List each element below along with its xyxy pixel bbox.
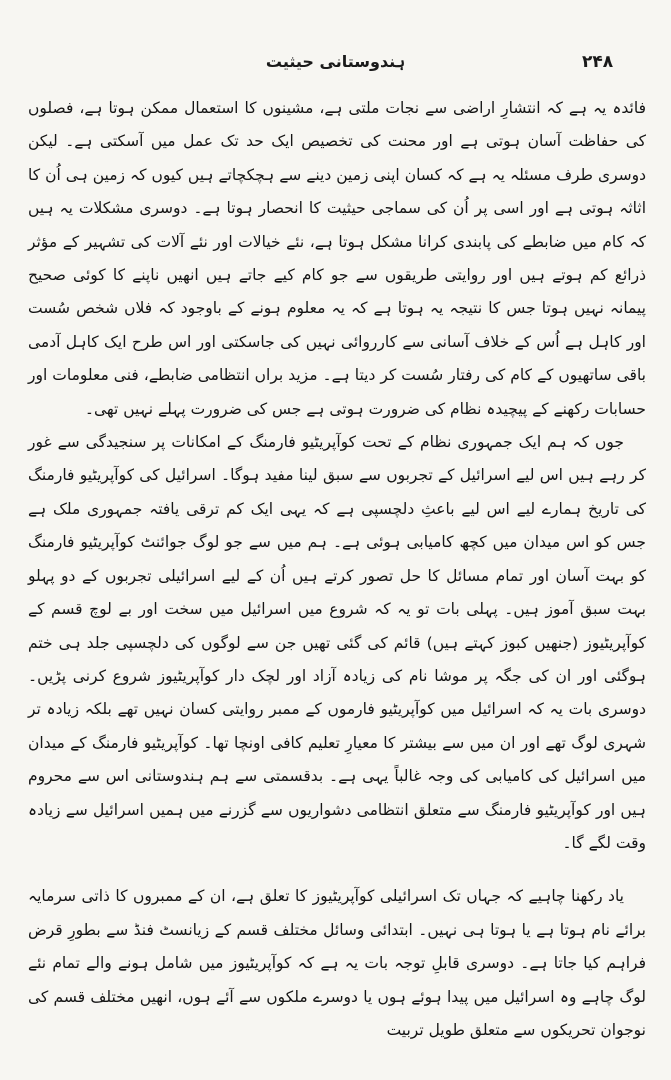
paragraph-3: یاد رکھنا چاہیے کہ جہاں تک اسرائیلی کوآپریٹیوز کا تعلق ہے، ان کے ممبروں کا ذاتی سرمایہ برائے نام ہوتا ہے یا ہوتا ہی نہیں۔ ابتدائی وسائل مختلف قسم کے زیانسٹ فنڈ سے بطورِ قرض فراہم کیا جاتا ہے۔ دوسری قابلِ توجہ بات یہ ہے کہ کوآپریٹیوز میں شامل ہونے والے تمام نئے لوگ چاہے وہ اسرائیل میں پیدا ہوئے ہوں یا دوسرے ملکوں سے آئے ہوں، انھیں مختلف قسم کی نوجوان تحریکوں سے متعلق طویل تربیت (28, 887, 646, 1039)
paragraph-1: فائدہ یہ ہے کہ انتشارِ اراضی سے نجات ملتی ہے، مشینوں کا استعمال ممکن ہوتا ہے، فصلوں کی حفاظت آسان ہوتی ہے اور محنت کی تخصیص ایک حد تک عمل میں آسکتی ہے۔ لیکن دوسری طرف مسئلہ یہ ہے کہ کسان اپنی زمین دینے سے ہچکچاتے ہیں کیوں کہ زمین ہی اُن کا اثاثہ ہوتی ہے اور اسی پر اُن کی سماجی حیثیت کا انحصار ہوتا ہے۔ دوسری مشکلات یہ ہیں کہ کام میں ضابطے کی پابندی کرانا مشکل ہوتا ہے، نئے خیالات اور نئے آلات کی تشہیر کے مؤثر ذرائع کم ہوتے ہیں اور روایتی طریقوں سے جو کام کیے جاتے ہیں انھیں ناپنے کا کوئی صحیح پیمانہ نہیں ہوتا جس کا نتیجہ یہ ہوتا ہے کہ یہ معلوم ہونے کے باوجود کہ فلاں شخص سُست اور کاہل ہے اُس کے خلاف آسانی سے کارروائی نہیں کی جاسکتی اور اس طرح ایک کاہل آدمی باقی ساتھیوں کے کام کی رفتار سُست کر دیتا ہے۔ مزید براں انتظامی ضابطے، فنی معلومات اور حسابات رکھنے کے پیچیدہ نظام کی ضرورت ہوتی ہے جس کی ضرورت پہلے نہیں تھی۔ (28, 99, 646, 418)
body-text (28, 92, 646, 1047)
page-number: ۲۴۸ (582, 52, 614, 72)
paragraph-2: جوں کہ ہم ایک جمہوری نظام کے تحت کوآپریٹیو فارمنگ کے امکانات پر سنجیدگی سے غور کر رہے ہیں اس لیے اسرائیل کے تجربوں سے سبق لینا مفید ہوگا۔ اسرائیل کی کوآپریٹیو فارمنگ کی تاریخ ہمارے لیے اس لیے باعثِ دلچسپی ہے کہ یہی ایک کم ترقی یافتہ جمہوری ملک ہے جس کو اس میدان میں کچھ کامیابی ہوئی ہے۔ ہم میں سے جو لوگ جوائنٹ کوآپریٹیو فارمنگ کو بہت آسان اور تمام مسائل کا حل تصور کرتے ہیں اُن کے لیے اسرائیلی تجربوں کے دو پہلو بہت سبق آموز ہیں۔ پہلی بات تو یہ کہ شروع میں اسرائیل میں سخت اور بے لوچ قسم کے کوآپریٹیوز (جنھیں کبوز کہتے ہیں) قائم کی گئی تھیں جن سے لوگوں کی دلچسپی جلد ہی ختم ہوگئی اور ان کی جگہ پر موشا نام کی زیادہ آزاد اور لچک دار کوآپریٹیوز شروع کرنی پڑیں۔ دوسری بات یہ کہ اسرائیل میں کوآپریٹیو فارموں کے ممبر روایتی کسان نہیں تھے بلکہ زیادہ تر شہری لوگ تھے اور ان میں سے بیشتر کا معیارِ تعلیم کافی اونچا تھا۔ کوآپریٹیو فارمنگ کے میدان میں اسرائیل کی کامیابی کی وجہ غالباً یہی ہے۔ بدقسمتی سے ہم ہندوستانی اس سے محروم ہیں اور کوآپریٹیو فارمنگ سے متعلق انتظامی دشواریوں سے گزرنے میں ہمیں اسرائیل سے زیادہ وقت لگے گا۔ (28, 433, 646, 852)
running-title: ہندوستانی حیثیت (265, 52, 406, 71)
page-header (0, 52, 671, 80)
